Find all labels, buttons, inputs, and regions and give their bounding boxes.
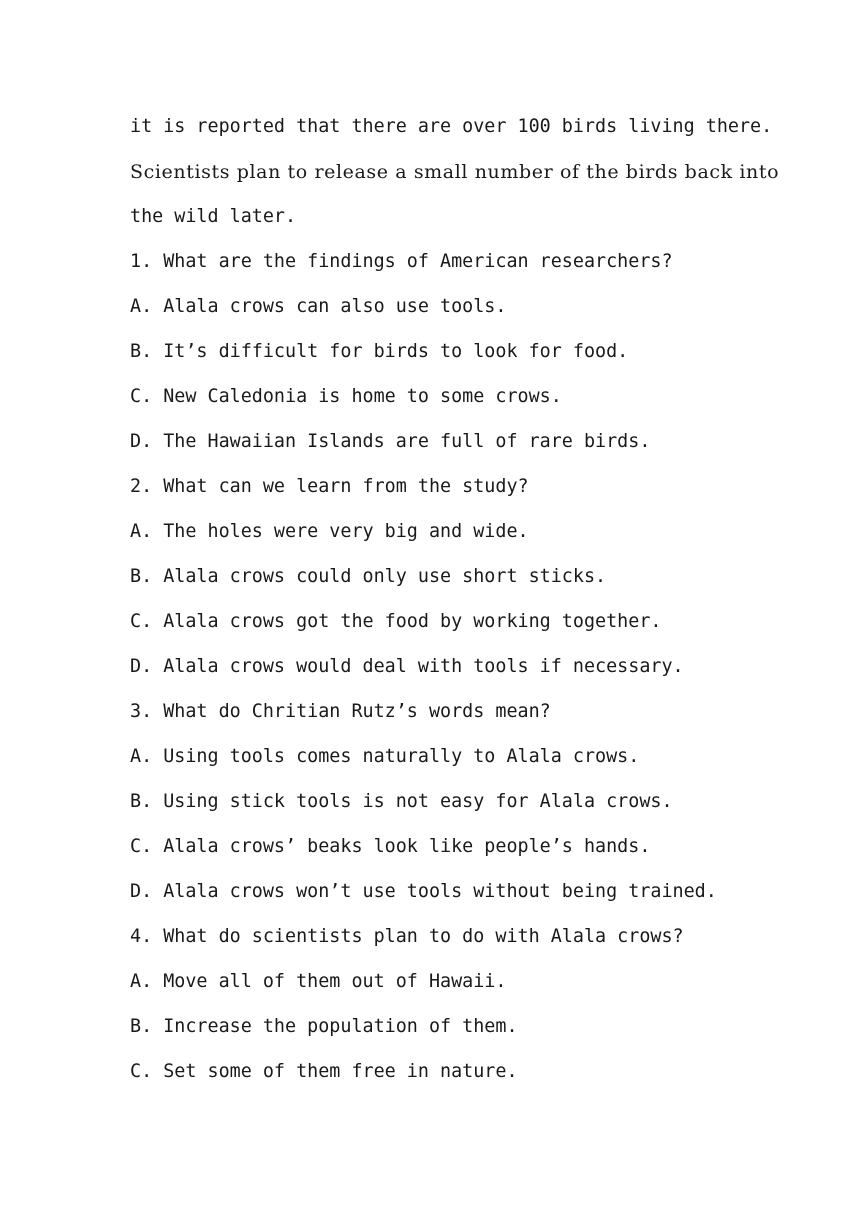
answer-option: B. Increase the population of them. (130, 1016, 518, 1037)
answer-option: D. The Hawaiian Islands are full of rare birds. (130, 431, 651, 452)
answer-option: B. Alala crows could only use short sticks. (130, 566, 607, 587)
answer-option: A. Move all of them out of Hawaii. (130, 971, 507, 992)
answer-option: A. The holes were very big and wide. (130, 521, 529, 542)
answer-option: C. Set some of them free in nature. (130, 1061, 518, 1082)
answer-option: C. Alala crows got the food by working together. (130, 611, 662, 632)
answer-option: A. Using tools comes naturally to Alala crows. (130, 746, 640, 767)
answer-option: D. Alala crows won’t use tools without being trained. (130, 881, 717, 902)
passage-line: the wild later. (130, 206, 297, 227)
answer-option: D. Alala crows would deal with tools if necessary. (130, 656, 684, 677)
question-stem: 3. What do Chritian Rutz’s words mean? (130, 701, 551, 722)
passage-line: it is reported that there are over 100 birds living there. (130, 116, 773, 137)
answer-option: C. Alala crows’ beaks look like people’s hands. (130, 836, 651, 857)
question-stem: 1. What are the findings of American researchers? (130, 251, 673, 272)
answer-option: B. Using stick tools is not easy for Alala crows. (130, 791, 673, 812)
answer-option: C. New Caledonia is home to some crows. (130, 386, 562, 407)
answer-option: B. It’s difficult for birds to look for food. (130, 341, 629, 362)
question-stem: 2. What can we learn from the study? (130, 476, 529, 497)
question-stem: 4. What do scientists plan to do with Alala crows? (130, 926, 684, 947)
passage-line: Scientists plan to release a small number of the birds back into (130, 161, 780, 183)
answer-option: A. Alala crows can also use tools. (130, 296, 507, 317)
